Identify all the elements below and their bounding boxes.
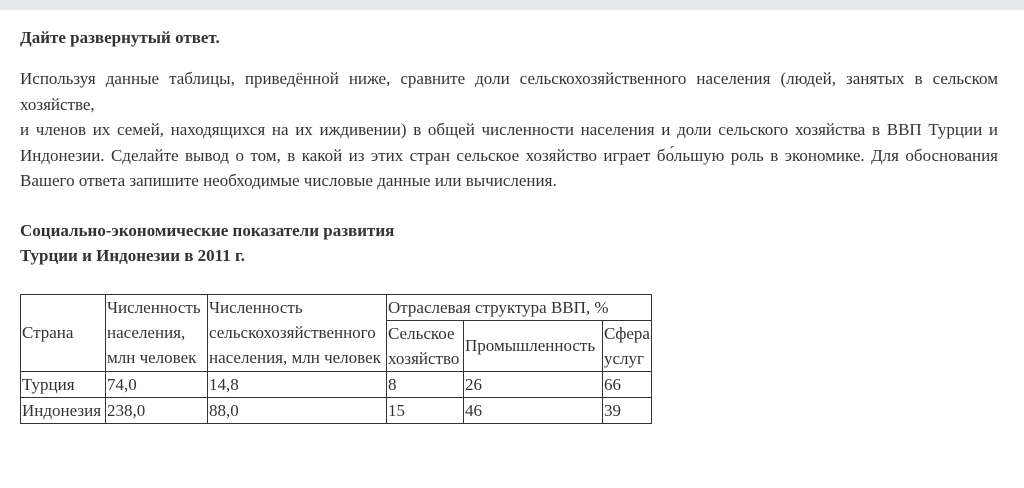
top-bar xyxy=(0,0,1024,10)
cell-industry: 26 xyxy=(464,371,603,397)
cell-agri-population: 88,0 xyxy=(208,397,387,423)
table-row xyxy=(21,397,652,423)
header-services: Сфера услуг xyxy=(603,320,652,371)
cell-services: 39 xyxy=(603,397,652,423)
task-heading: Дайте развернутый ответ. xyxy=(20,28,220,47)
header-country: Страна xyxy=(21,294,106,371)
table-title-line-1: Социально-экономические показатели развития xyxy=(20,220,395,240)
task-question xyxy=(20,66,998,194)
cell-population: 74,0 xyxy=(106,371,208,397)
table-title-line-2: Турции и Индонезии в 2011 г. xyxy=(20,245,246,265)
cell-country: Турция xyxy=(21,371,106,397)
cell-agriculture: 15 xyxy=(387,397,464,423)
cell-country: Индонезия xyxy=(21,397,106,423)
header-agri-population: Численность сельскохозяйственного населения, млн человек xyxy=(208,294,387,371)
cell-services: 66 xyxy=(603,371,652,397)
cell-agri-population: 14,8 xyxy=(208,371,387,397)
indicators-table xyxy=(20,294,652,424)
table-title xyxy=(20,218,998,268)
cell-industry: 46 xyxy=(464,397,603,423)
header-industry: Промышленность xyxy=(464,320,603,371)
question-paragraph-2: и членов их семей, находящихся на их иждивении) в общей численности населения и доли сельского хозяйства в ВВП Турции и Индонезии. Сделайте вывод о том, в какой из этих стран сельское хозяйство играет бо́льшую роль в экономике. Для обоснования Вашего ответа запишите необходимые числовые данные или вычисления. xyxy=(20,120,998,190)
header-gdp-structure: Отраслевая структура ВВП, % xyxy=(387,294,652,320)
table-header-row xyxy=(21,294,652,320)
header-agriculture: Сельское хозяйство xyxy=(387,320,464,371)
task-content xyxy=(20,26,998,424)
cell-population: 238,0 xyxy=(106,397,208,423)
header-population: Численность населения, млн человек xyxy=(106,294,208,371)
cell-agriculture: 8 xyxy=(387,371,464,397)
table-row xyxy=(21,371,652,397)
question-paragraph-1: Используя данные таблицы, приведённой ниже, сравните доли сельскохозяйственного населения (людей, занятых в сельском хозяйстве, xyxy=(20,69,998,114)
